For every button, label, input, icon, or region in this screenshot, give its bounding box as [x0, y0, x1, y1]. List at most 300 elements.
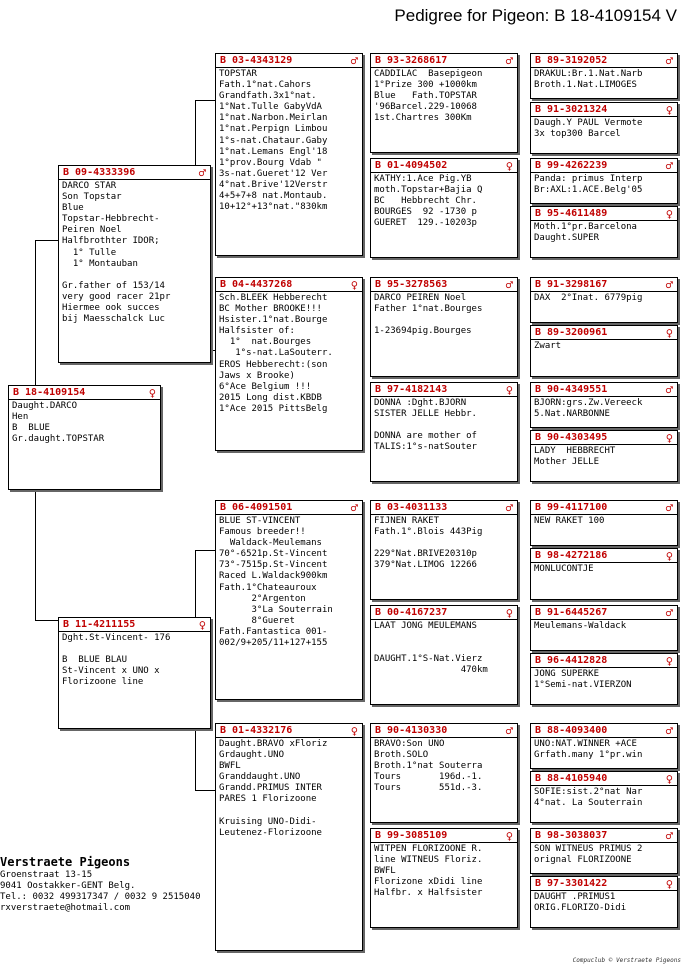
- female-icon: ♀: [665, 430, 673, 445]
- note-line: Granddaught.UNO: [219, 772, 301, 783]
- note-line: BWFL: [374, 866, 396, 877]
- note-line: [374, 420, 514, 431]
- note-line: NEW RAKET 100: [534, 516, 605, 526]
- pigeon-notes: [371, 68, 517, 124]
- female-icon: ♀: [505, 382, 513, 397]
- pigeon-header: [371, 724, 517, 738]
- pigeon-card-95-4611489[interactable]: [530, 206, 678, 258]
- note-line: CADDILAC Basepigeon: [374, 69, 483, 79]
- note-line: 4°nat. La Souterrain: [534, 798, 643, 809]
- color-code: B: [375, 160, 382, 171]
- pigeon-header: [216, 278, 362, 292]
- note-line: Daught.SUPER: [534, 233, 600, 244]
- note-line: [374, 632, 514, 643]
- pigeon-notes: [531, 445, 677, 468]
- pigeon-notes: [531, 515, 677, 527]
- pigeon-card-11-4211155[interactable]: [58, 617, 211, 729]
- ring-number: 88-4093400: [547, 725, 608, 736]
- pigeon-card-99-3085109[interactable]: [370, 828, 518, 928]
- pigeon-card-03-4031133[interactable]: [370, 500, 518, 600]
- note-line: [62, 644, 207, 655]
- ring-number: 01-4094502: [387, 160, 448, 171]
- pigeon-card-00-4167237[interactable]: [370, 605, 518, 705]
- note-line: KATHY:1.Ace Pig.YB: [374, 174, 472, 184]
- note-line: Broth.1.Nat.LIMOGES: [534, 80, 637, 91]
- connector-line: [35, 490, 36, 620]
- note-line: Fath.1°.Blois 443Pig: [374, 527, 483, 538]
- color-code: B: [535, 104, 542, 115]
- connector-line: [35, 240, 59, 241]
- pigeon-header: [531, 654, 677, 668]
- pigeon-card-18-4109154[interactable]: [8, 385, 161, 490]
- note-line: 1°Ace 2015 PittsBelg: [219, 403, 328, 414]
- note-line: DAX 2°Inat. 6779pig: [534, 293, 643, 303]
- male-icon: ♂: [505, 53, 513, 68]
- ring-number: 99-3085109: [387, 830, 448, 841]
- pigeon-notes: [531, 68, 677, 91]
- pigeon-header: [531, 103, 677, 117]
- note-line: 4+5+7+8 nat.Montaub.: [219, 191, 328, 202]
- ring-number: 96-4412828: [547, 655, 608, 666]
- note-line: 70°-6521p.St-Vincent: [219, 549, 328, 560]
- note-line: BC Hebbrecht Chr.: [374, 196, 477, 207]
- pigeon-card-97-4182143[interactable]: [370, 382, 518, 482]
- note-line: FIJNEN RAKET: [374, 516, 440, 526]
- note-line: Blue: [62, 203, 84, 214]
- note-line: Famous breeder!!: [219, 527, 306, 538]
- pigeon-header: [371, 383, 517, 397]
- pigeon-notes: [531, 173, 677, 196]
- breeder-street: Groenstraat 13-15: [0, 870, 93, 880]
- note-line: DONNA are mother of: [374, 431, 477, 442]
- note-line: WITPEN FLORIZOONE R.: [374, 844, 483, 854]
- note-line: Broth.1°nat Souterra: [374, 761, 483, 772]
- pigeon-notes: [531, 117, 677, 140]
- color-code: B: [535, 160, 542, 171]
- note-line: Fath.1°Chateauroux: [219, 582, 317, 593]
- pigeon-header: [371, 501, 517, 515]
- note-line: 3°La Souterrain: [219, 604, 333, 615]
- pigeon-header: [216, 724, 362, 738]
- female-icon: ♀: [665, 102, 673, 117]
- ring-number: 91-6445267: [547, 607, 608, 618]
- note-line: Florizone xDidi line: [374, 877, 483, 888]
- note-line: Halfbr. x Halfsister: [374, 888, 483, 899]
- ring-number: 95-3278563: [387, 279, 448, 290]
- note-line: Father 1°nat.Bourges: [374, 304, 483, 315]
- note-line: LADY HEBBRECHT: [534, 446, 616, 456]
- female-icon: ♀: [350, 723, 358, 738]
- breeder-email[interactable]: rxverstraete@hotmail.com: [0, 903, 131, 913]
- color-code: B: [535, 773, 542, 784]
- male-icon: ♂: [505, 500, 513, 515]
- note-line: 1°s-nat.Chataur.Gaby: [219, 135, 328, 146]
- pigeon-notes: [371, 843, 517, 899]
- pigeon-card-88-4093400[interactable]: [530, 723, 678, 769]
- pigeon-notes: [371, 738, 517, 794]
- note-line: 1°prov.Bourg Vdab ": [219, 157, 322, 168]
- color-code: B: [535, 279, 542, 290]
- ring-number: 90-4349551: [547, 384, 608, 395]
- color-code: B: [535, 502, 542, 513]
- ring-number: 89-3192052: [547, 55, 608, 66]
- ring-number: 99-4262239: [547, 160, 608, 171]
- pigeon-notes: [216, 515, 362, 649]
- pigeon-header: [216, 54, 362, 68]
- note-line: 5.Nat.NARBONNE: [534, 409, 610, 420]
- note-line: 3s-nat.Gueret'12 Ver: [219, 168, 328, 179]
- pigeon-notes: [531, 843, 677, 866]
- pigeon-card-01-4094502[interactable]: [370, 158, 518, 258]
- note-line: Kruising UNO-Didi-: [219, 816, 317, 827]
- note-line: Tours 551d.-3.: [374, 783, 483, 794]
- note-line: 10+12°+13°nat."830km: [219, 202, 328, 213]
- note-line: 1°Nat.Tulle GabyVdA: [219, 102, 322, 113]
- pigeon-card-04-4437268[interactable]: [215, 277, 363, 451]
- pigeon-header: [531, 606, 677, 620]
- note-line: Grfath.many 1°pr.win: [534, 750, 643, 761]
- female-icon: ♀: [665, 876, 673, 891]
- footer-credit: Compuclub © Verstraete Pigeons: [572, 957, 681, 964]
- note-line: Halfbrothter IDOR;: [62, 236, 160, 247]
- note-line: Fath.Fantastica 001-: [219, 626, 328, 637]
- note-line: EROS Hebberecht:(son: [219, 359, 328, 370]
- pigeon-notes: [59, 180, 210, 325]
- connector-line: [195, 550, 215, 551]
- breeder-phone: Tel.: 0032 499317347 / 0032 9 2515040: [0, 892, 201, 902]
- color-code: B: [535, 655, 542, 666]
- note-line: moth.Topstar+Bajia Q: [374, 185, 483, 196]
- ring-number: 90-4303495: [547, 432, 608, 443]
- male-icon: ♂: [350, 500, 358, 515]
- pigeon-header: [531, 829, 677, 843]
- color-code: B: [535, 607, 542, 618]
- note-line: 1° nat.Bourges: [219, 337, 312, 348]
- note-line: UNO:NAT.WINNER +ACE: [534, 739, 637, 749]
- pigeon-header: [371, 54, 517, 68]
- female-icon: ♀: [665, 325, 673, 340]
- pigeon-card-01-4332176[interactable]: [215, 723, 363, 951]
- pigeon-card-91-3298167[interactable]: [530, 277, 678, 323]
- pigeon-notes: [371, 173, 517, 229]
- ring-number: 97-4182143: [387, 384, 448, 395]
- note-line: bij Maesschalck Luc: [62, 314, 165, 325]
- pigeon-header: [531, 772, 677, 786]
- connector-line: [195, 100, 215, 101]
- pigeon-card-03-4343129[interactable]: [215, 53, 363, 256]
- note-line: Hsister.1°nat.Bourge: [219, 315, 328, 326]
- color-code: B: [535, 878, 542, 889]
- pigeon-notes: [216, 738, 362, 839]
- note-line: orignal FLORIZOONE: [534, 855, 632, 866]
- color-code: B: [63, 619, 70, 630]
- note-line: DARCO PEIREN Noel: [374, 293, 467, 303]
- pigeon-header: [531, 54, 677, 68]
- pigeon-header: [59, 618, 210, 632]
- note-line: BLUE ST-VINCENT: [219, 516, 301, 526]
- note-line: 3x top300 Barcel: [534, 129, 621, 140]
- note-line: SISTER JELLE Hebbr.: [374, 409, 477, 420]
- note-line: Halfsister of:: [219, 326, 295, 337]
- male-icon: ♂: [505, 277, 513, 292]
- pigeon-card-99-4262239[interactable]: [530, 158, 678, 204]
- color-code: B: [220, 725, 227, 736]
- color-code: B: [535, 550, 542, 561]
- note-line: SOFIE:sist.2°nat Nar: [534, 787, 643, 797]
- note-line: Grdaught.UNO: [219, 750, 285, 761]
- note-line: BC Mother BROOKE!!!: [219, 304, 322, 315]
- female-icon: ♀: [505, 605, 513, 620]
- female-icon: ♀: [148, 385, 156, 400]
- note-line: LAAT JONG MEULEMANS: [374, 621, 477, 631]
- ring-number: 95-4611489: [547, 208, 608, 219]
- female-icon: ♀: [505, 828, 513, 843]
- note-line: Florizoone line: [62, 677, 144, 688]
- note-line: Moth.1°pr.Barcelona: [534, 222, 637, 232]
- note-line: 1st.Chartres 300Km: [374, 113, 472, 124]
- ring-number: 01-4332176: [232, 725, 293, 736]
- note-line: 8°Gueret: [219, 615, 295, 626]
- pigeon-card-96-4412828[interactable]: [530, 653, 678, 705]
- note-line: Daught.BRAVO xFloriz: [219, 739, 328, 749]
- note-line: [62, 270, 207, 281]
- note-line: Topstar-Hebbrecht-: [62, 214, 160, 225]
- ring-number: 91-3021324: [547, 104, 608, 115]
- male-icon: ♂: [350, 53, 358, 68]
- note-line: TALIS:1°s-natSouter: [374, 442, 477, 453]
- note-line: Son Topstar: [62, 192, 122, 203]
- ring-number: 04-4437268: [232, 279, 293, 290]
- color-code: B: [375, 384, 382, 395]
- female-icon: ♀: [665, 548, 673, 563]
- pigeon-card-91-3021324[interactable]: [530, 102, 678, 154]
- pigeon-header: [531, 159, 677, 173]
- note-line: 002/9+205/11+127+155: [219, 638, 328, 649]
- pigeon-notes: [531, 563, 677, 575]
- note-line: Waldack-Meulemans: [219, 538, 322, 549]
- pigeon-card-98-4272186[interactable]: [530, 548, 678, 600]
- note-line: 229°Nat.BRIVE20310p: [374, 549, 477, 560]
- pigeon-notes: [531, 221, 677, 244]
- pigeon-card-98-3038037[interactable]: [530, 828, 678, 874]
- note-line: very good racer 21pr: [62, 291, 171, 302]
- note-line: ORIG.FLORIZO-Didi: [534, 903, 627, 914]
- color-code: B: [220, 55, 227, 66]
- ring-number: 99-4117100: [547, 502, 608, 513]
- pigeon-card-09-4333396[interactable]: [58, 165, 211, 363]
- male-icon: ♂: [665, 828, 673, 843]
- note-line: Gr.daught.TOPSTAR: [12, 434, 105, 445]
- ring-number: 98-4272186: [547, 550, 608, 561]
- pigeon-header: [371, 606, 517, 620]
- male-icon: ♂: [665, 158, 673, 173]
- color-code: B: [375, 830, 382, 841]
- pigeon-header: [59, 166, 210, 180]
- note-line: B BLUE: [12, 423, 50, 434]
- note-line: 470km: [374, 665, 488, 676]
- male-icon: ♂: [665, 605, 673, 620]
- note-line: Dght.St-Vincent- 176: [62, 633, 171, 643]
- note-line: Hen: [12, 412, 29, 423]
- ring-number: 11-4211155: [75, 619, 136, 630]
- pigeon-notes: [371, 397, 517, 453]
- pigeon-card-89-3192052[interactable]: [530, 53, 678, 99]
- pigeon-card-06-4091501[interactable]: [215, 500, 363, 700]
- note-line: 1° Tulle: [62, 247, 117, 258]
- note-line: 6°Ace Belgium !!!: [219, 381, 312, 392]
- note-line: B BLUE BLAU: [62, 655, 128, 666]
- note-line: 1°Semi-nat.VIERZON: [534, 680, 632, 691]
- note-line: [374, 315, 514, 326]
- note-line: 73°-7515p.St-Vincent: [219, 560, 328, 571]
- note-line: DRAKUL:Br.1.Nat.Narb: [534, 69, 643, 79]
- note-line: Meulemans-Waldack: [534, 621, 627, 631]
- note-line: Grandd.PRIMUS INTER: [219, 783, 322, 794]
- ring-number: 00-4167237: [387, 607, 448, 618]
- color-code: B: [535, 327, 542, 338]
- note-line: 2°Argenton: [219, 593, 306, 604]
- male-icon: ♂: [198, 165, 206, 180]
- pigeon-notes: [531, 292, 677, 304]
- note-line: 1°s-nat.LaSouterr.: [219, 348, 333, 359]
- note-line: Tours 196d.-1.: [374, 772, 483, 783]
- pigeon-card-97-3301422[interactable]: [530, 876, 678, 928]
- color-code: B: [375, 502, 382, 513]
- color-code: B: [220, 279, 227, 290]
- pigeon-notes: [531, 340, 677, 352]
- pigeon-header: [371, 278, 517, 292]
- color-code: B: [535, 208, 542, 219]
- connector-line: [35, 620, 59, 621]
- color-code: B: [375, 55, 382, 66]
- note-line: SON WITNEUS PRIMUS 2: [534, 844, 643, 854]
- note-line: Panda: primus Interp: [534, 174, 643, 184]
- pigeon-card-88-4105940[interactable]: [530, 771, 678, 823]
- pigeon-header: [531, 549, 677, 563]
- ring-number: 03-4031133: [387, 502, 448, 513]
- male-icon: ♂: [665, 723, 673, 738]
- ring-number: 91-3298167: [547, 279, 608, 290]
- pigeon-notes: [531, 738, 677, 761]
- ring-number: 06-4091501: [232, 502, 293, 513]
- note-line: 4°nat.Brive'12Verstr: [219, 179, 328, 190]
- male-icon: ♂: [665, 382, 673, 397]
- pigeon-card-99-4117100[interactable]: [530, 500, 678, 546]
- note-line: BRAVO:Son UNO: [374, 739, 445, 749]
- pigeon-card-91-6445267[interactable]: [530, 605, 678, 651]
- color-code: B: [535, 55, 542, 66]
- pigeon-card-89-3200961[interactable]: [530, 325, 678, 377]
- note-line: 1°Prize 300 +1000km: [374, 80, 477, 91]
- ring-number: 98-3038037: [547, 830, 608, 841]
- pigeon-notes: [531, 397, 677, 420]
- note-line: Zwart: [534, 341, 562, 351]
- breeder-info: [0, 855, 200, 914]
- note-line: JONG SUPERKE: [534, 669, 600, 679]
- note-line: [374, 538, 514, 549]
- color-code: B: [535, 384, 542, 395]
- note-line: 2015 Long dist.KBDB: [219, 392, 322, 403]
- note-line: Peiren Noel: [62, 225, 122, 236]
- note-line: Mother JELLE: [534, 457, 600, 468]
- note-line: PARES 1 Florizoone: [219, 794, 317, 805]
- color-code: B: [375, 725, 382, 736]
- note-line: DAUGHT .PRIMUS1: [534, 892, 616, 902]
- page-title: Pedigree for Pigeon: B 18-4109154 V: [394, 6, 677, 25]
- note-line: Sch.BLEEK Hebberecht: [219, 293, 328, 303]
- note-line: [374, 643, 514, 654]
- note-line: Broth.SOLO: [374, 750, 429, 761]
- pigeon-notes: [531, 668, 677, 691]
- pigeon-notes: [371, 292, 517, 337]
- breeder-city: 9041 Oostakker-GENT Belg.: [0, 881, 136, 891]
- male-icon: ♂: [665, 53, 673, 68]
- pigeon-card-90-4349551[interactable]: [530, 382, 678, 428]
- pigeon-header: [531, 207, 677, 221]
- note-line: 1°nat.Narbon.Meirlan: [219, 113, 328, 124]
- note-line: Raced L.Waldack900km: [219, 571, 328, 582]
- pigeon-notes: [59, 632, 210, 688]
- pigeon-card-90-4130330[interactable]: [370, 723, 518, 823]
- color-code: B: [375, 607, 382, 618]
- color-code: B: [220, 502, 227, 513]
- note-line: Grandfath.3x1°nat.: [219, 91, 317, 102]
- note-line: BJORN:grs.Zw.Vereeck: [534, 398, 643, 408]
- pigeon-notes: [216, 292, 362, 415]
- pigeon-header: [531, 877, 677, 891]
- pigeon-notes: [531, 620, 677, 632]
- pigeon-header: [531, 724, 677, 738]
- connector-line: [35, 240, 36, 385]
- pigeon-card-90-4303495[interactable]: [530, 430, 678, 482]
- note-line: DARCO STAR: [62, 181, 117, 191]
- note-line: Blue Fath.TOPSTAR: [374, 91, 477, 102]
- pigeon-notes: [9, 400, 160, 445]
- ring-number: 97-3301422: [547, 878, 608, 889]
- note-line: Leutenez-Florizoone: [219, 827, 322, 838]
- note-line: Fath.1°nat.Cahors: [219, 80, 312, 91]
- note-line: line WITNEUS Floriz.: [374, 855, 483, 866]
- breeder-name: Verstraete Pigeons: [0, 855, 131, 869]
- ring-number: 89-3200961: [547, 327, 608, 338]
- pigeon-header: [216, 501, 362, 515]
- female-icon: ♀: [505, 158, 513, 173]
- male-icon: ♂: [665, 277, 673, 292]
- pigeon-card-93-3268617[interactable]: [370, 53, 518, 153]
- note-line: Jaws x Brooke): [219, 370, 295, 381]
- pigeon-card-95-3278563[interactable]: [370, 277, 518, 377]
- note-line: DAUGHT.1°S-Nat.Vierz: [374, 654, 483, 665]
- ring-number: 93-3268617: [387, 55, 448, 66]
- ring-number: 90-4130330: [387, 725, 448, 736]
- color-code: B: [13, 387, 20, 398]
- female-icon: ♀: [665, 206, 673, 221]
- note-line: 1°nat.Perpign Limbou: [219, 124, 328, 135]
- pigeon-header: [371, 159, 517, 173]
- pigeon-header: [531, 326, 677, 340]
- pigeon-header: [531, 278, 677, 292]
- note-line: DONNA :Dght.BJORN: [374, 398, 467, 408]
- note-line: St-Vincent x UNO x: [62, 666, 160, 677]
- note-line: [219, 806, 359, 817]
- ring-number: 09-4333396: [75, 167, 136, 178]
- pigeon-header: [371, 829, 517, 843]
- note-line: Hiermee ook succes: [62, 302, 160, 313]
- color-code: B: [535, 830, 542, 841]
- note-line: 379°Nat.LIMOG 12266: [374, 560, 477, 571]
- pigeon-header: [9, 386, 160, 400]
- ring-number: 18-4109154: [25, 387, 86, 398]
